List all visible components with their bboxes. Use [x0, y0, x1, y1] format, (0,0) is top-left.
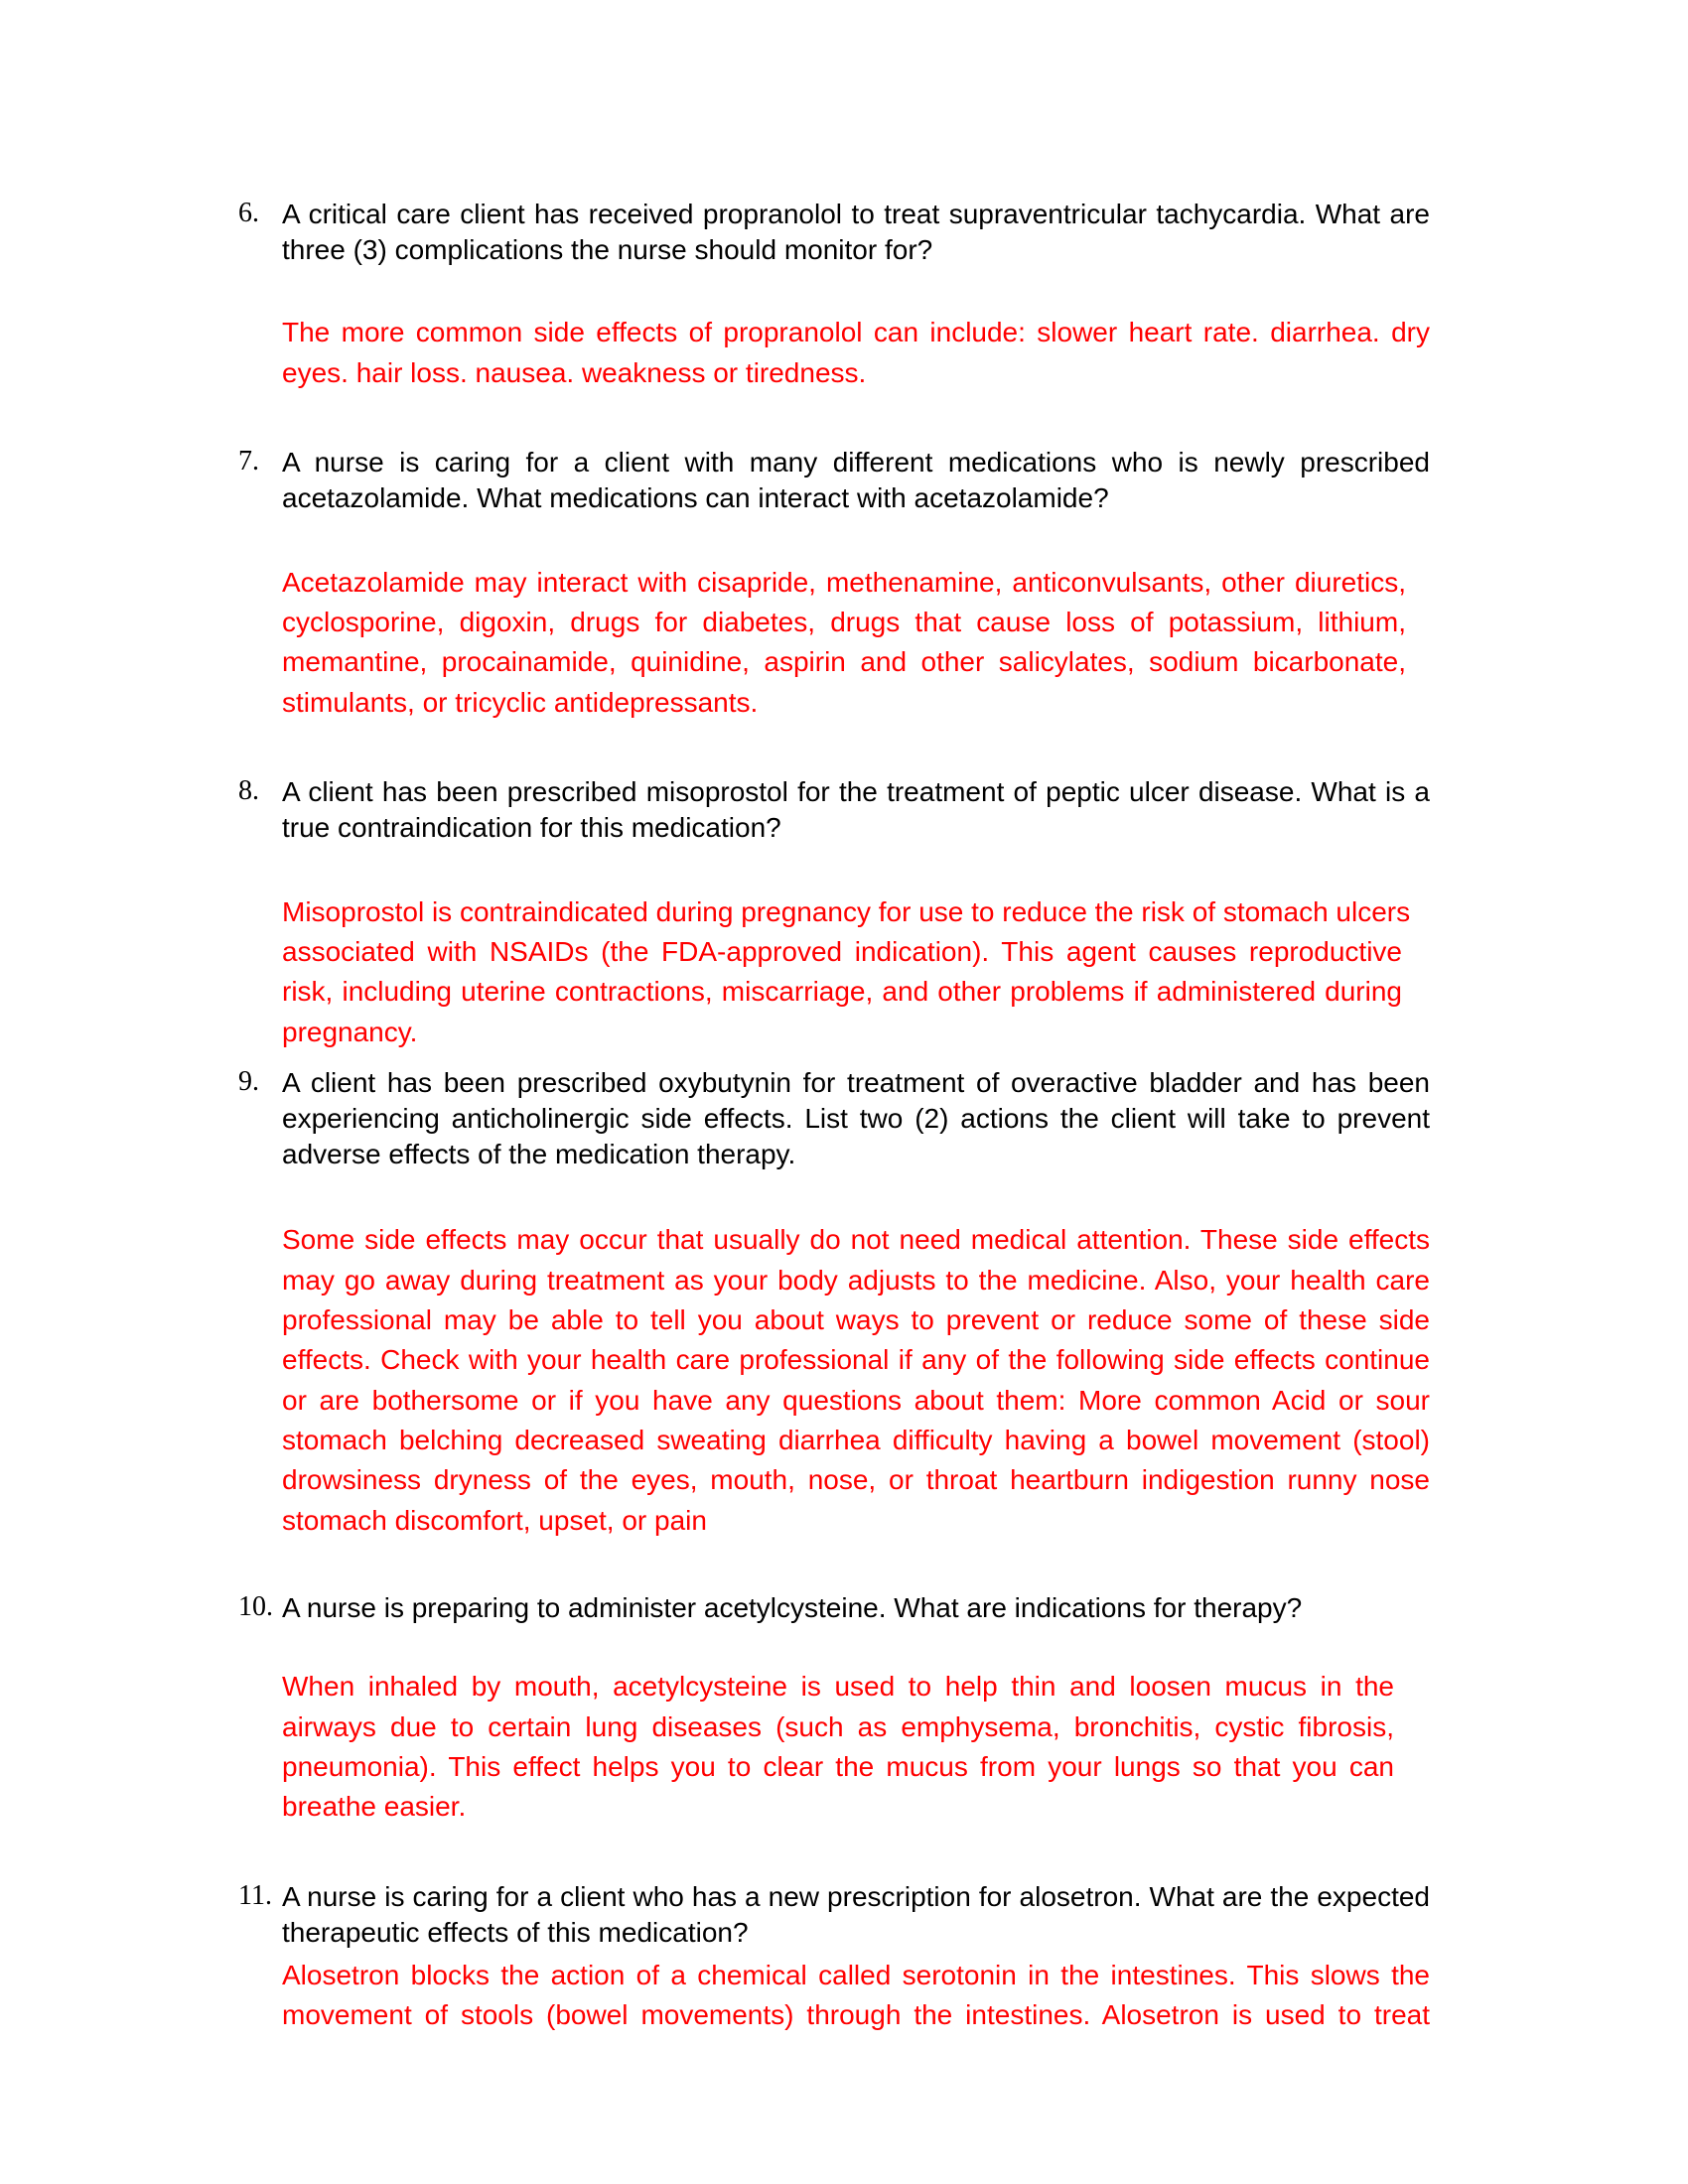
answer-text-line: movement of stools (bowel movements) through the intestines. Alosetron is used to treat	[282, 1999, 1430, 2030]
question-text-line: experiencing anticholinergic side effects. List two (2) actions the client will take to prevent	[282, 1103, 1430, 1134]
answer-text-line: or are bothersome or if you have any questions about them: More common Acid or sour	[282, 1385, 1430, 1416]
question-text-line: three (3) complications the nurse should monitor for?	[282, 234, 933, 265]
question-text-line: A client has been prescribed misoprostol for the treatment of peptic ulcer disease. What is a	[282, 776, 1430, 807]
answer-text-line: pneumonia). This effect helps you to clear the mucus from your lungs so that you can	[282, 1751, 1394, 1782]
answer-text-line: cyclosporine, digoxin, drugs for diabetes, drugs that cause loss of potassium, lithium,	[282, 607, 1406, 637]
answer-text-line: pregnancy.	[282, 1017, 418, 1047]
answer-text-line: may go away during treatment as your body adjusts to the medicine. Also, your health care	[282, 1265, 1430, 1296]
answer-text-line: The more common side effects of propranolol can include: slower heart rate. diarrhea. dry	[282, 317, 1430, 347]
answer-text-line: stomach belching decreased sweating diarrhea difficulty having a bowel movement (stool)	[282, 1425, 1430, 1455]
question-number: 8.	[238, 775, 259, 806]
answer-text-line: When inhaled by mouth, acetylcysteine is used to help thin and loosen mucus in the	[282, 1671, 1394, 1702]
answer-text-line: risk, including uterine contractions, miscarriage, and other problems if administered during	[282, 976, 1402, 1007]
question-text-line: A nurse is preparing to administer acetylcysteine. What are indications for therapy?	[282, 1592, 1303, 1623]
question-text-line: A nurse is caring for a client who has a new prescription for alosetron. What are the expected	[282, 1881, 1430, 1912]
answer-text-line: breathe easier.	[282, 1791, 467, 1822]
question-number: 10.	[238, 1591, 273, 1622]
answer-text-line: Acetazolamide may interact with cisapride, methenamine, anticonvulsants, other diuretics,	[282, 567, 1406, 598]
answer-text-line: associated with NSAIDs (the FDA-approved indication). This agent causes reproductive	[282, 936, 1402, 967]
answer-text-line: stomach discomfort, upset, or pain	[282, 1505, 707, 1536]
answer-text-line: airways due to certain lung diseases (such as emphysema, bronchitis, cystic fibrosis,	[282, 1711, 1394, 1742]
question-text-line: true contraindication for this medication?	[282, 812, 781, 843]
question-number: 9.	[238, 1066, 259, 1097]
answer-text-line: Misoprostol is contraindicated during pregnancy for use to reduce the risk of stomach ulcers	[282, 896, 1411, 927]
answer-text-line: eyes. hair loss. nausea. weakness or tiredness.	[282, 357, 867, 388]
question-number: 7.	[238, 446, 259, 477]
question-number: 6.	[238, 198, 259, 228]
question-text-line: A nurse is caring for a client with many different medications who is newly prescribed	[282, 447, 1430, 478]
question-number: 11.	[238, 1880, 272, 1911]
question-text-line: A client has been prescribed oxybutynin for treatment of overactive bladder and has been	[282, 1067, 1430, 1098]
answer-text-line: Some side effects may occur that usually do not need medical attention. These side effects	[282, 1224, 1430, 1255]
question-text-line: adverse effects of the medication therapy.	[282, 1139, 796, 1169]
question-text-line: acetazolamide. What medications can interact with acetazolamide?	[282, 482, 1109, 513]
answer-text-line: effects. Check with your health care professional if any of the following side effects continue	[282, 1344, 1430, 1375]
question-text-line: therapeutic effects of this medication?	[282, 1917, 749, 1948]
answer-text-line: professional may be able to tell you about ways to prevent or reduce some of these side	[282, 1304, 1430, 1335]
answer-text-line: memantine, procainamide, quinidine, aspirin and other salicylates, sodium bicarbonate,	[282, 646, 1406, 677]
question-text-line: A critical care client has received propranolol to treat supraventricular tachycardia. What are	[282, 199, 1430, 229]
answer-text-line: Alosetron blocks the action of a chemical called serotonin in the intestines. This slows the	[282, 1960, 1430, 1990]
answer-text-line: stimulants, or tricyclic antidepressants.	[282, 687, 759, 718]
answer-text-line: drowsiness dryness of the eyes, mouth, nose, or throat heartburn indigestion runny nose	[282, 1464, 1430, 1495]
